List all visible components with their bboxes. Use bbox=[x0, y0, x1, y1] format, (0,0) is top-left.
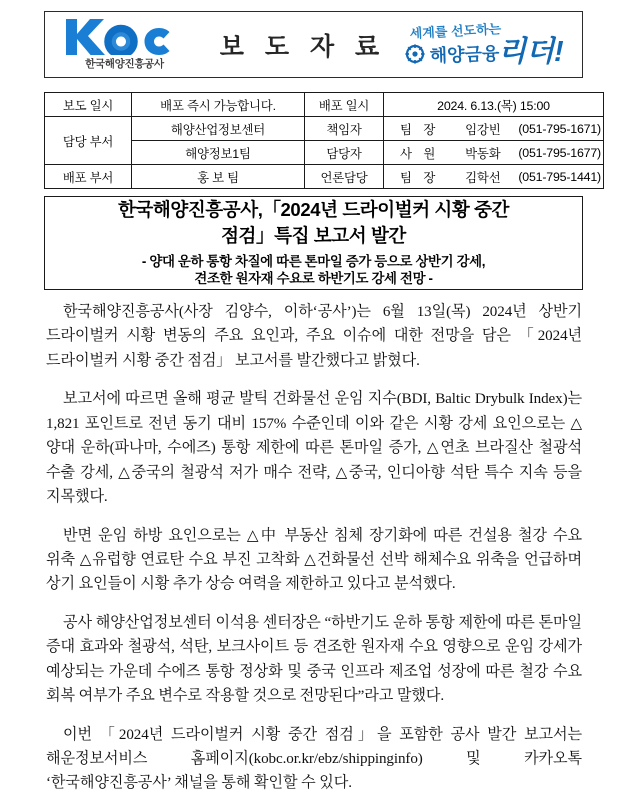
table-row bbox=[45, 165, 604, 189]
organization-name: 한국해양진흥공사 bbox=[85, 58, 164, 70]
slogan-graphic-icon bbox=[402, 21, 572, 71]
headline-line-1: 한국해양진흥공사,「2024년 드라이벌커 시황 중간 bbox=[117, 198, 510, 220]
press-contact bbox=[384, 165, 604, 189]
department-value: 해양산업정보센터 bbox=[132, 117, 305, 141]
body-content bbox=[46, 300, 582, 796]
distribution-department-label: 배포 부서 bbox=[45, 165, 132, 189]
staff-name: 박동화 bbox=[465, 146, 501, 161]
department-label: 담당 부서 bbox=[45, 117, 132, 165]
organization-logo bbox=[45, 12, 195, 77]
corporate-slogan bbox=[405, 12, 582, 77]
svg-text:해양금융: 해양금융 bbox=[429, 43, 500, 66]
distribution-date-label: 배포 일시 bbox=[305, 93, 384, 117]
staff-rank: 사 원 bbox=[399, 146, 440, 161]
press-info-table bbox=[44, 92, 604, 189]
release-date-label: 보도 일시 bbox=[45, 93, 132, 117]
document-type-title: 보 도 자 료 bbox=[219, 32, 387, 61]
document-header bbox=[44, 11, 583, 78]
body-paragraph: 한국해양진흥공사(사장 김양수, 이하‘공사’)는 6월 13일(목) 2024년 상반기 드라이벌커 시황 변동의 주요 요인과, 주요 이슈에 대한 전망을 담은 「2024년 드라이벌커 시황 중간 점검」 보고서를 발간했다고 밝혔다. bbox=[46, 304, 582, 369]
subdepartment-value: 해양정보1팀 bbox=[132, 141, 305, 165]
manager-contact bbox=[384, 117, 604, 141]
manager-rank: 팀 장 bbox=[399, 122, 440, 137]
distribution-department-value: 홍 보 팀 bbox=[132, 165, 305, 189]
table-row bbox=[45, 117, 604, 141]
press-role-label: 언론담당 bbox=[305, 165, 384, 189]
press-name: 김학선 bbox=[465, 170, 501, 185]
staff-contact bbox=[384, 141, 604, 165]
body-paragraph: 반면 운임 하방 요인으로는 △中 부동산 침체 장기화에 따른 건설용 철강 수요 위축 △유럽향 연료탄 수요 부진 고착화 △건화물선 선박 해체수요 위축을 언급하며 상기 요인들이 시황 추가 상승 여력을 제한하고 있다고 분석했다. bbox=[46, 527, 582, 593]
subheadline-line-2: 견조한 원자재 수요로 하반기도 강세 전망 - bbox=[194, 271, 433, 287]
headline-box bbox=[44, 196, 583, 290]
table-row bbox=[45, 93, 604, 117]
manager-phone: (051-795-1671) bbox=[518, 121, 601, 136]
manager-name: 임강빈 bbox=[465, 122, 501, 137]
subheadline-line-1: - 양대 운하 통항 차질에 따른 톤마일 증가 등으로 상반기 강세, bbox=[141, 253, 486, 269]
press-rank: 팀 장 bbox=[399, 170, 440, 185]
svg-text:세계를 선도하는: 세계를 선도하는 bbox=[409, 21, 502, 41]
distribution-date-value: 2024. 6.13.(목) 15:00 bbox=[384, 93, 604, 117]
body-paragraph: 공사 해양산업정보센터 이석용 센터장은 “하반기도 운하 통항 제한에 따른 톤마일 증대 효과와 철광석, 석탄, 보크사이트 등 견조한 원자재 수요 영향으로 운임 강세가 예상되는 가운데 수에즈 통항 정상화 및 중국 인프라 제조업 성장에 따른 철강 수요 회복 여부가 주요 변수로 작용할 것으로 전망된다”라고 말했다. bbox=[46, 614, 582, 705]
press-phone: (051-795-1441) bbox=[518, 169, 601, 184]
staff-role-label: 담당자 bbox=[305, 141, 384, 165]
staff-phone: (051-795-1677) bbox=[518, 145, 601, 160]
release-availability-value: 배포 즉시 가능합니다. bbox=[132, 93, 305, 117]
svg-text:리더!: 리더! bbox=[498, 36, 564, 68]
manager-role-label: 책임자 bbox=[305, 117, 384, 141]
body-paragraph: 보고서에 따르면 올해 평균 발틱 건화물선 운임 지수(BDI, Baltic Drybulk Index)는 1,821 포인트로 전년 동기 대비 157% 수준인데 이와 같은 시황 강세 요인으로는 △양대 운하(파나마, 수에즈) 통항 제한에 따른 톤마일 증가, △연초 브라질산 철광석 수출 강세, △중국의 철광석 저가 매수 전략, △중국, 인디아향 석탄 특수 지속 등을 지목했다. bbox=[46, 391, 582, 506]
body-paragraph: 이번 「2024년 드라이벌커 시황 중간 점검」을 포함한 공사 발간 보고서는 해운정보서비스 홈페이지(kobc.or.kr/ebz/shippinginfo) 및 카카오톡 ‘한국해양진흥공사’ 채널을 통해 확인할 수 있다. bbox=[46, 726, 582, 792]
headline-line-2: 점검」특집 보고서 발간 bbox=[221, 224, 406, 246]
kobc-logo-icon bbox=[61, 17, 183, 55]
